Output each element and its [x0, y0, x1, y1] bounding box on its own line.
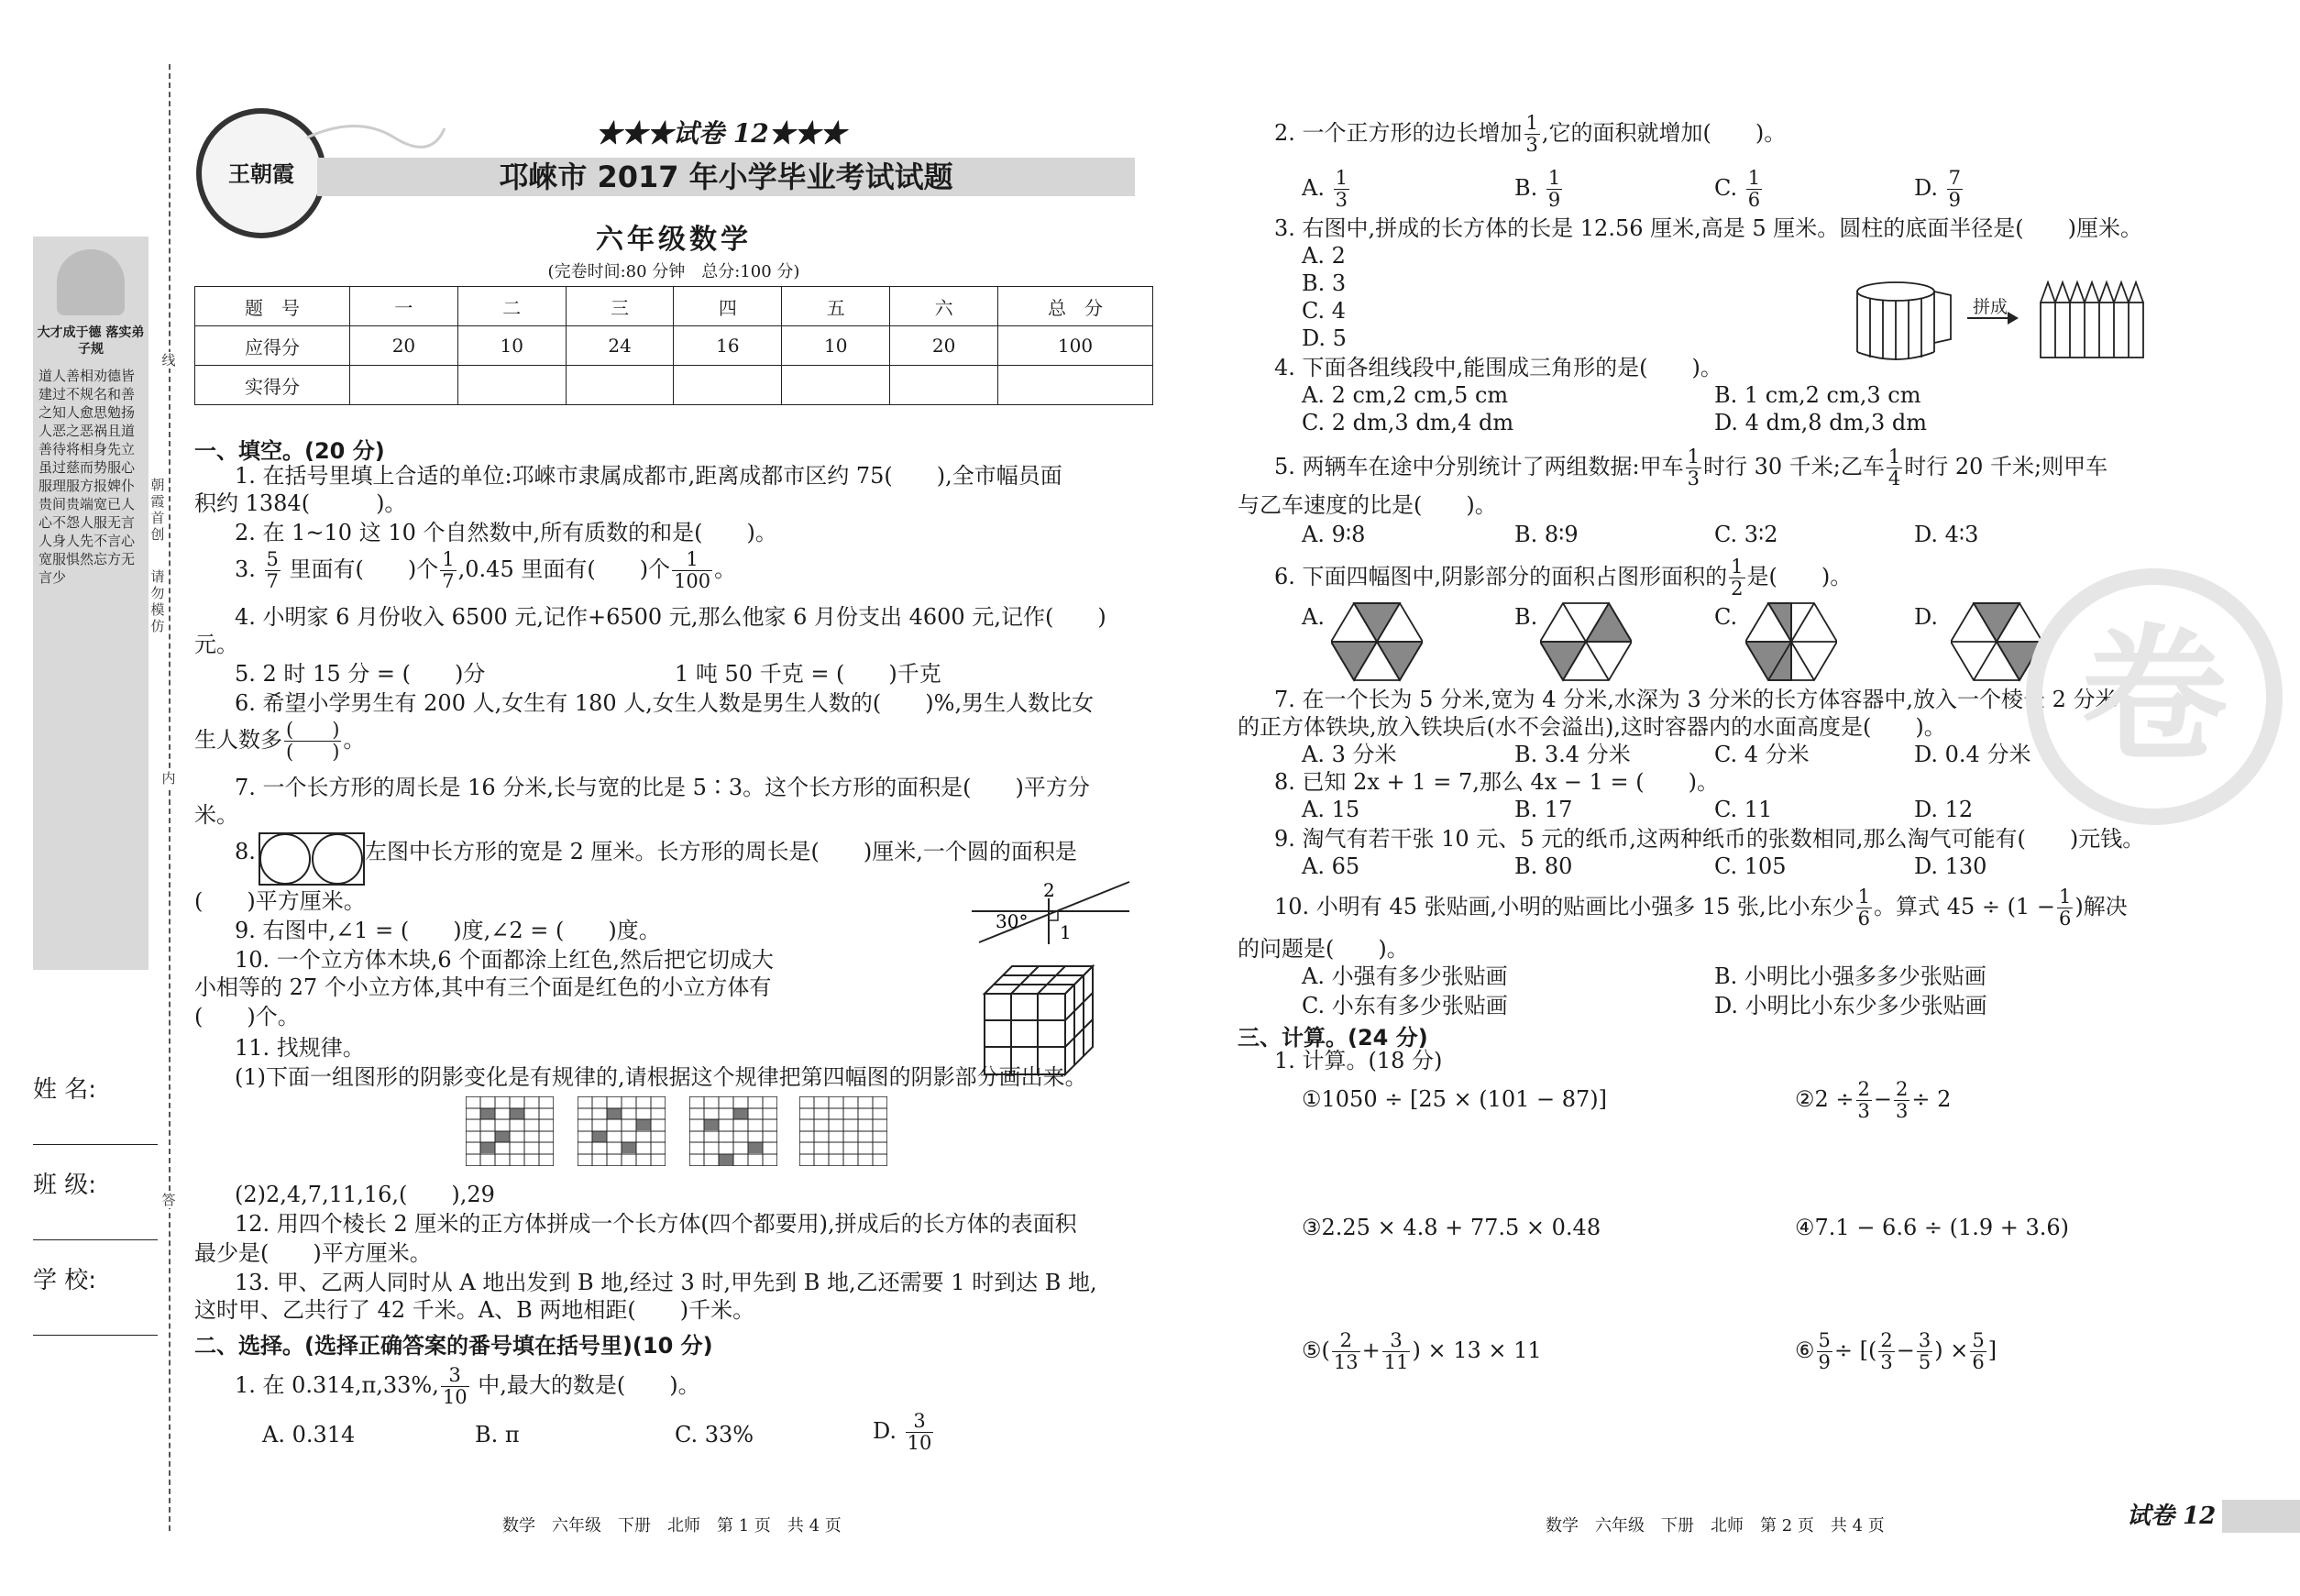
- fraction: $\frac{1}{4}$: [1887, 446, 1901, 490]
- option-b[interactable]: B. 小明比小强多多少张贴画: [1714, 963, 1986, 989]
- table-cell: 100: [998, 326, 1153, 366]
- fraction: $\frac{5}{6}$: [1972, 1329, 1985, 1373]
- section2-title: 二、选择。(选择正确答案的番号填在括号里)(10 分): [194, 1333, 713, 1359]
- option-c[interactable]: C.: [1714, 604, 1738, 630]
- question-text: 与乙车速度的比是( )。: [1238, 492, 1497, 518]
- binding-line: [169, 64, 171, 1531]
- question-text: 9. 淘气有若干张 10 元、5 元的纸币,这两种纸币的张数相同,那么淘气可能有( )元钱。: [1274, 826, 2145, 852]
- table-row: [195, 287, 1153, 326]
- question-6b: [194, 721, 365, 762]
- question-text: 的正方体铁块,放入铁块后(水不会溢出),这时容器内的水面高度是( )。: [1238, 714, 1946, 740]
- fraction: $\frac{1}{3}$: [1687, 446, 1700, 490]
- calc-3: ③2.25 × 4.8 + 77.5 × 0.48: [1302, 1215, 1601, 1240]
- question-text: 7. 在一个长为 5 分米,宽为 4 分米,水深为 3 分米的长方体容器中,放入一个棱长 2 分米: [1274, 687, 2118, 712]
- option-label: B.: [1514, 175, 1545, 201]
- score-input-cell[interactable]: [782, 366, 890, 405]
- motto-text: 过不规: [52, 386, 94, 402]
- question-text: )解决: [2074, 894, 2128, 919]
- motto-text: 然忘: [80, 551, 108, 567]
- time-info: (完卷时间:80 分钟 总分:100 分): [547, 262, 800, 281]
- question-text: 左图中长方形的宽是 2 厘米。长方形的周长是( )厘米,一个圆的面积是: [365, 839, 1077, 864]
- option-c[interactable]: C. 33%: [675, 1422, 754, 1447]
- ribbon-decoration: [303, 110, 449, 156]
- option-d[interactable]: D. 130: [1914, 853, 1987, 879]
- seal-watermark: [2026, 568, 2283, 825]
- fraction: $\frac{2}{3}$: [1896, 1078, 1909, 1122]
- table-cell: 24: [566, 326, 674, 366]
- option-b[interactable]: B. 1 cm,2 cm,3 cm: [1714, 382, 1921, 408]
- arrow-right-icon: [1967, 317, 2013, 319]
- motto-text: 愈思勉: [80, 404, 122, 421]
- option-b[interactable]: B. 80: [1514, 853, 1573, 879]
- question-text: 最少是( )平方厘米。: [194, 1240, 432, 1266]
- question-s2-10: [1274, 887, 2128, 929]
- calc-6: ⑥ $\frac{5}{9}$ ÷ [( $\frac{2}{3}$ − $\frac{3}{5}$ ) × $\frac{5}{6}$ ]: [1795, 1329, 1997, 1373]
- angle-figure: [972, 880, 1133, 944]
- motto-text: 人服: [80, 514, 108, 531]
- school-label: 学 校:: [33, 1267, 97, 1294]
- option-c[interactable]: [1714, 169, 1764, 210]
- watermark-text: 卷: [2080, 609, 2228, 781]
- score-input-cell[interactable]: [350, 366, 458, 405]
- motto-text: 不言: [94, 533, 122, 549]
- score-input-cell[interactable]: [457, 366, 566, 405]
- answer-fraction-blank[interactable]: $\frac{( )}{( )}$: [286, 719, 340, 763]
- table-cell: 题 号: [195, 287, 350, 326]
- question-text: ,它的面积就增加( )。: [1541, 120, 1787, 146]
- question-3: [235, 550, 736, 591]
- calc-1: ①1050 ÷ [25 × (101 − 87)]: [1302, 1086, 1608, 1112]
- section1-title: 一、填空。(20 分): [194, 438, 385, 464]
- question-text: 里面有( )个: [281, 556, 439, 582]
- grid-pattern-figure-1: [466, 1096, 554, 1166]
- table-cell: 一: [350, 287, 458, 326]
- fraction: $\frac{1}{2}$: [1731, 556, 1744, 600]
- option-c[interactable]: C. 105: [1714, 853, 1787, 879]
- question-text: 4. 下面各组线段中,能围成三角形的是( )。: [1274, 355, 1722, 380]
- option-a[interactable]: A. 3 分米: [1302, 742, 1397, 767]
- fraction: $\frac{1}{9}$: [1547, 167, 1561, 211]
- option-d[interactable]: D.: [1914, 604, 1939, 630]
- question-text: 6. 下面四幅图中,阴影部分的面积占图形面积的: [1274, 564, 1728, 589]
- question-text: 是( )。: [1746, 564, 1853, 589]
- option-a[interactable]: A. 小强有多少张贴画: [1302, 963, 1508, 989]
- option-a[interactable]: A. 2 cm,2 cm,5 cm: [1302, 382, 1509, 408]
- option-c[interactable]: C. 4: [1302, 298, 1347, 324]
- calc-2: ②2 ÷ $\frac{2}{3}$ − $\frac{2}{3}$ ÷ 2: [1795, 1078, 1952, 1122]
- fraction: $\frac{2}{3}$: [1880, 1329, 1893, 1373]
- question-text: 的问题是( )。: [1238, 936, 1409, 962]
- option-d[interactable]: D. 5: [1302, 325, 1347, 351]
- fraction: $\frac{3}{5}$: [1918, 1329, 1931, 1373]
- question-text: 8.: [235, 839, 256, 864]
- arrow-label: 拼成: [1973, 297, 2008, 317]
- question-text: 1. 在括号里填上合适的单位:邛崍市隶属成都市,距离成都市区约 75( ),全市幅员面: [235, 463, 1062, 489]
- option-b[interactable]: B. 3: [1302, 270, 1347, 296]
- cube-figure: [981, 963, 1096, 1078]
- motto-text: 扬人恶: [39, 404, 136, 439]
- cartoon-figure: [57, 249, 125, 315]
- class-label: 班 级:: [33, 1172, 97, 1199]
- motto-text: 方报: [80, 478, 108, 494]
- section3-title: 三、计算。(24 分): [1238, 1025, 1428, 1051]
- motto-text: 德皆建: [39, 368, 136, 402]
- option-d[interactable]: D. 0.4 分米: [1914, 742, 2031, 767]
- question-text: 2. 在 1~10 这 10 个自然数中,所有质数的和是( )。: [235, 520, 777, 545]
- motto-text: 言少: [39, 569, 67, 586]
- question-text: 中,最大的数是( )。: [470, 1372, 700, 1398]
- motto: 大才成于德 落实弟子规: [37, 325, 145, 357]
- question-text: 这时甲、乙共行了 42 千米。A、B 两地相距( )千米。: [194, 1297, 755, 1323]
- question-text: 1. 计算。(18 分): [1274, 1048, 1443, 1073]
- option-d[interactable]: D. 4 dm,8 dm,3 dm: [1714, 410, 1927, 435]
- table-cell: 16: [674, 326, 782, 366]
- motto-text: 心服: [39, 459, 136, 494]
- question-text: 时行 20 千米;则甲车: [1904, 454, 2108, 479]
- school-field[interactable]: [33, 1335, 158, 1336]
- question-text: 9. 右图中,∠1 = ( )度,∠2 = ( )度。: [235, 918, 661, 943]
- motto-text: 之恶: [66, 423, 94, 439]
- fraction: $\frac{1}{6}$: [1747, 167, 1761, 211]
- motto-text: 之知人: [39, 404, 81, 421]
- option-c[interactable]: C. 2 dm,3 dm,4 dm: [1302, 410, 1514, 435]
- option-a[interactable]: [1302, 169, 1351, 210]
- option-label: D.: [873, 1418, 904, 1444]
- question-text: 。: [714, 556, 737, 582]
- question-text: ( )个。: [194, 1004, 300, 1029]
- table-cell: 二: [457, 287, 566, 326]
- motto-text: 势服: [94, 459, 122, 476]
- option-d[interactable]: D. 小明比小东少多少张贴画: [1714, 993, 1987, 1018]
- fraction: $\frac{1}{7}$: [442, 548, 455, 592]
- question-s2-5: [1274, 447, 2107, 489]
- motto-text: 理服: [52, 478, 81, 494]
- option-a[interactable]: A. 15: [1302, 797, 1360, 822]
- question-text: 7. 一个长方形的周长是 16 分米,长与宽的比是 5∶3。这个长方形的面积是( )平方分: [235, 775, 1090, 800]
- question-text: 积约 1384( )。: [194, 490, 407, 516]
- fraction: $\frac{3}{10}$: [907, 1410, 932, 1454]
- motto-text: 待将相: [52, 441, 94, 457]
- binding-label: 内: [161, 770, 176, 787]
- score-table: [194, 286, 1153, 405]
- question-text: 3.: [235, 556, 263, 582]
- arrow-head: [2008, 312, 2019, 325]
- calc-5: ⑤( $\frac{2}{13}$ + $\frac{3}{11}$ ) × 13 × 11: [1302, 1329, 1542, 1373]
- paper-number: ★★★试卷 12★★★: [596, 118, 846, 149]
- table-cell: 四: [674, 287, 782, 326]
- table-cell: 10: [457, 326, 566, 366]
- option-d[interactable]: [873, 1412, 935, 1453]
- fraction: $\frac{2}{3}$: [1857, 1078, 1870, 1122]
- motto-sidebar: [33, 237, 149, 970]
- table-cell: 总 分: [998, 287, 1153, 326]
- question-text: 11. 找规律。: [235, 1035, 365, 1061]
- fraction: $\frac{2}{13}$: [1333, 1329, 1359, 1373]
- table-cell: 应得分: [195, 326, 350, 366]
- question-text: 时行 30 千米;乙车: [1703, 454, 1885, 479]
- footer-left: 数学 六年级 下册 北师 第 1 页 共 4 页: [502, 1516, 842, 1535]
- table-cell: 实得分: [195, 366, 350, 405]
- binding-label: 线: [161, 352, 176, 369]
- option-d[interactable]: [1914, 169, 1964, 210]
- binding-label: 请勿模仿: [150, 568, 165, 634]
- fraction: $\frac{3}{10}$: [442, 1364, 468, 1408]
- class-field[interactable]: [33, 1239, 158, 1240]
- question-text: 。: [343, 727, 366, 753]
- motto-text: 道善: [39, 423, 136, 457]
- question-text: 12. 用四个棱长 2 厘米的正方体拼成一个长方体(四个都要用),拼成后的长方体的表面积: [235, 1211, 1077, 1237]
- question-text: 8. 已知 2x + 1 = 7,那么 4x − 1 = ( )。: [1274, 769, 1720, 795]
- motto-text: 婢仆: [107, 478, 136, 494]
- option-d[interactable]: D. 12: [1914, 797, 1974, 822]
- question-s2-6: [1274, 557, 1852, 599]
- motto-text: 人身: [39, 533, 67, 549]
- option-c[interactable]: C. 小东有多少张贴画: [1302, 993, 1508, 1018]
- option-a[interactable]: A. 9∶8: [1302, 522, 1366, 547]
- motto-text: 祸且: [94, 423, 122, 439]
- angle-2-label: 2: [1043, 880, 1055, 901]
- question-text: 。算式 45 ÷ (1 −: [1874, 894, 2055, 919]
- fraction: $\frac{5}{9}$: [1818, 1329, 1831, 1373]
- motto-text: 服惧: [52, 551, 81, 567]
- option-b[interactable]: B.: [1514, 604, 1538, 630]
- fraction: $\frac{1}{6}$: [2058, 886, 2072, 930]
- option-b[interactable]: B. 3.4 分米: [1514, 742, 1631, 767]
- fraction: $\frac{5}{7}$: [266, 548, 279, 592]
- option-label: D.: [1914, 175, 1945, 201]
- option-b[interactable]: B. 8∶9: [1514, 522, 1579, 547]
- table-cell: 五: [782, 287, 890, 326]
- fraction: $\frac{3}{11}$: [1383, 1329, 1409, 1373]
- question-text: 1 吨 50 千克 = ( )千克: [675, 661, 941, 687]
- option-c[interactable]: C. 3∶2: [1714, 522, 1778, 547]
- two-circles-figure: [259, 832, 365, 886]
- option-d[interactable]: D. 4∶3: [1914, 522, 1979, 547]
- table-cell: 20: [350, 326, 458, 366]
- question-s2-1: [235, 1366, 700, 1407]
- question-text: 米。: [194, 802, 238, 828]
- angle-30-label: 30°: [996, 910, 1029, 932]
- option-b[interactable]: B. π: [475, 1422, 520, 1447]
- question-text: 小相等的 27 个小立方体,其中有三个面是红色的小立方体有: [194, 974, 772, 1000]
- question-text: (2)2,4,7,11,16,( ),29: [235, 1182, 495, 1207]
- question-text: 13. 甲、乙两人同时从 A 地出发到 B 地,经过 3 时,甲先到 B 地,乙还需要 1 时到达 B 地,: [235, 1270, 1097, 1295]
- table-cell: 六: [890, 287, 998, 326]
- option-a[interactable]: A. 0.314: [262, 1422, 356, 1447]
- option-c[interactable]: C. 11: [1714, 797, 1773, 822]
- score-input-cell[interactable]: [674, 366, 782, 405]
- motto-columns: [39, 367, 143, 587]
- question-text: 10. 一个立方体木块,6 个面都涂上红色,然后把它切成大: [235, 947, 774, 973]
- corner-bar: [2222, 1500, 2300, 1533]
- table-row: [195, 326, 1153, 366]
- question-text: 5. 两辆车在途中分别统计了两组数据:甲车: [1274, 454, 1684, 479]
- motto-text: 心宽: [39, 533, 136, 567]
- question-text: 元。: [194, 632, 238, 657]
- motto-text: 方无: [107, 551, 136, 567]
- question-text: 3. 右图中,拼成的长方体的长是 12.56 厘米,高是 5 厘米。圆柱的底面半径是( )厘米。: [1274, 215, 2143, 241]
- cylinder-figure: [1852, 279, 1953, 361]
- motto-text: 人心: [39, 496, 136, 531]
- grid-pattern-figure-2: [578, 1096, 666, 1166]
- hexagon-figure-c: [1745, 601, 1837, 682]
- option-b[interactable]: B. 17: [1514, 797, 1573, 822]
- motto-text: 虽过: [39, 459, 67, 476]
- motto-text: 不怨: [52, 514, 81, 531]
- question-text: 1. 在 0.314,π,33%,: [235, 1372, 439, 1398]
- angle-1-label: 1: [1060, 921, 1072, 943]
- hexagon-figure-b: [1540, 601, 1632, 682]
- option-a[interactable]: A.: [1302, 604, 1325, 630]
- score-input-cell[interactable]: [566, 366, 674, 405]
- motto-text: 人先: [66, 533, 94, 549]
- subject-title: 六年级数学: [596, 224, 752, 256]
- score-input-cell[interactable]: [890, 366, 998, 405]
- logo-text: 王朝霞: [228, 160, 294, 187]
- motto-text: 相劝: [80, 368, 108, 384]
- question-text: ,0.45 里面有( )个: [457, 556, 671, 582]
- question-text: 2. 一个正方形的边长增加: [1274, 120, 1523, 146]
- option-a[interactable]: A. 65: [1302, 853, 1360, 879]
- motto-text: 贵间: [39, 496, 67, 512]
- binding-label: 答: [161, 1192, 176, 1208]
- footer-right: 数学 六年级 下册 北师 第 2 页 共 4 页: [1546, 1516, 1885, 1535]
- fraction: $\frac{7}{9}$: [1948, 167, 1962, 211]
- table-cell: 20: [890, 326, 998, 366]
- motto-text: 宽已: [94, 496, 122, 512]
- question-text: 10. 小明有 45 张贴画,小明的贴画比小强多 15 张,比小东少: [1274, 894, 1854, 919]
- footer-corner-label: 试卷 12: [2127, 1502, 2217, 1530]
- question-text: (1)下面一组图形的阴影变化是有规律的,请根据这个规律把第四幅图的阴影部分画出来。: [235, 1064, 1087, 1090]
- fraction: $\frac{1}{100}$: [674, 548, 711, 592]
- table-cell: 三: [566, 287, 674, 326]
- motto-text: 道人善: [39, 368, 81, 384]
- motto-text: 贵端: [66, 496, 94, 512]
- option-label: C.: [1714, 175, 1744, 201]
- option-c[interactable]: C. 4 分米: [1714, 742, 1810, 767]
- question-text: 6. 希望小学男生有 200 人,女生有 180 人,女生人数是男生人数的( )%,男生人数比女: [235, 690, 1095, 716]
- fraction: $\frac{1}{6}$: [1857, 886, 1871, 930]
- question-s2-2: [1274, 114, 1786, 155]
- option-b[interactable]: [1514, 169, 1564, 210]
- motto-text: 慈而: [66, 459, 94, 476]
- exam-title: 邛崍市 2017 年小学毕业考试试题: [499, 160, 953, 194]
- question-text: 4. 小明家 6 月份收入 6500 元,记作+6500 元,那么他家 6 月份支出 4600 元,记作( ): [235, 604, 1106, 630]
- question-text: 5. 2 时 15 分 = ( )分: [235, 661, 486, 687]
- cuboid-figure: [2039, 279, 2149, 361]
- table-row: [195, 366, 1153, 405]
- grid-pattern-figure-4-blank[interactable]: [799, 1096, 887, 1166]
- motto-text: 身先立: [94, 441, 136, 457]
- grid-pattern-figure-3: [689, 1096, 777, 1166]
- motto-text: 无言: [107, 514, 136, 531]
- fraction: $\frac{1}{3}$: [1335, 167, 1348, 211]
- binding-label: 朝霞首创: [150, 477, 165, 543]
- score-input-cell[interactable]: [998, 366, 1153, 405]
- question-text: 生人数多: [194, 727, 282, 753]
- motto-text: 名和善: [94, 386, 136, 402]
- calc-4: ④7.1 − 6.6 ÷ (1.9 + 3.6): [1795, 1215, 2070, 1240]
- table-cell: 10: [782, 326, 890, 366]
- name-label: 姓 名:: [33, 1076, 97, 1104]
- hexagon-figure-a: [1331, 601, 1423, 682]
- option-a[interactable]: A. 2: [1302, 243, 1346, 269]
- name-field[interactable]: [33, 1144, 158, 1145]
- fraction: $\frac{1}{3}$: [1525, 112, 1538, 156]
- option-label: A.: [1302, 175, 1332, 201]
- question-text: ( )平方厘米。: [194, 888, 366, 914]
